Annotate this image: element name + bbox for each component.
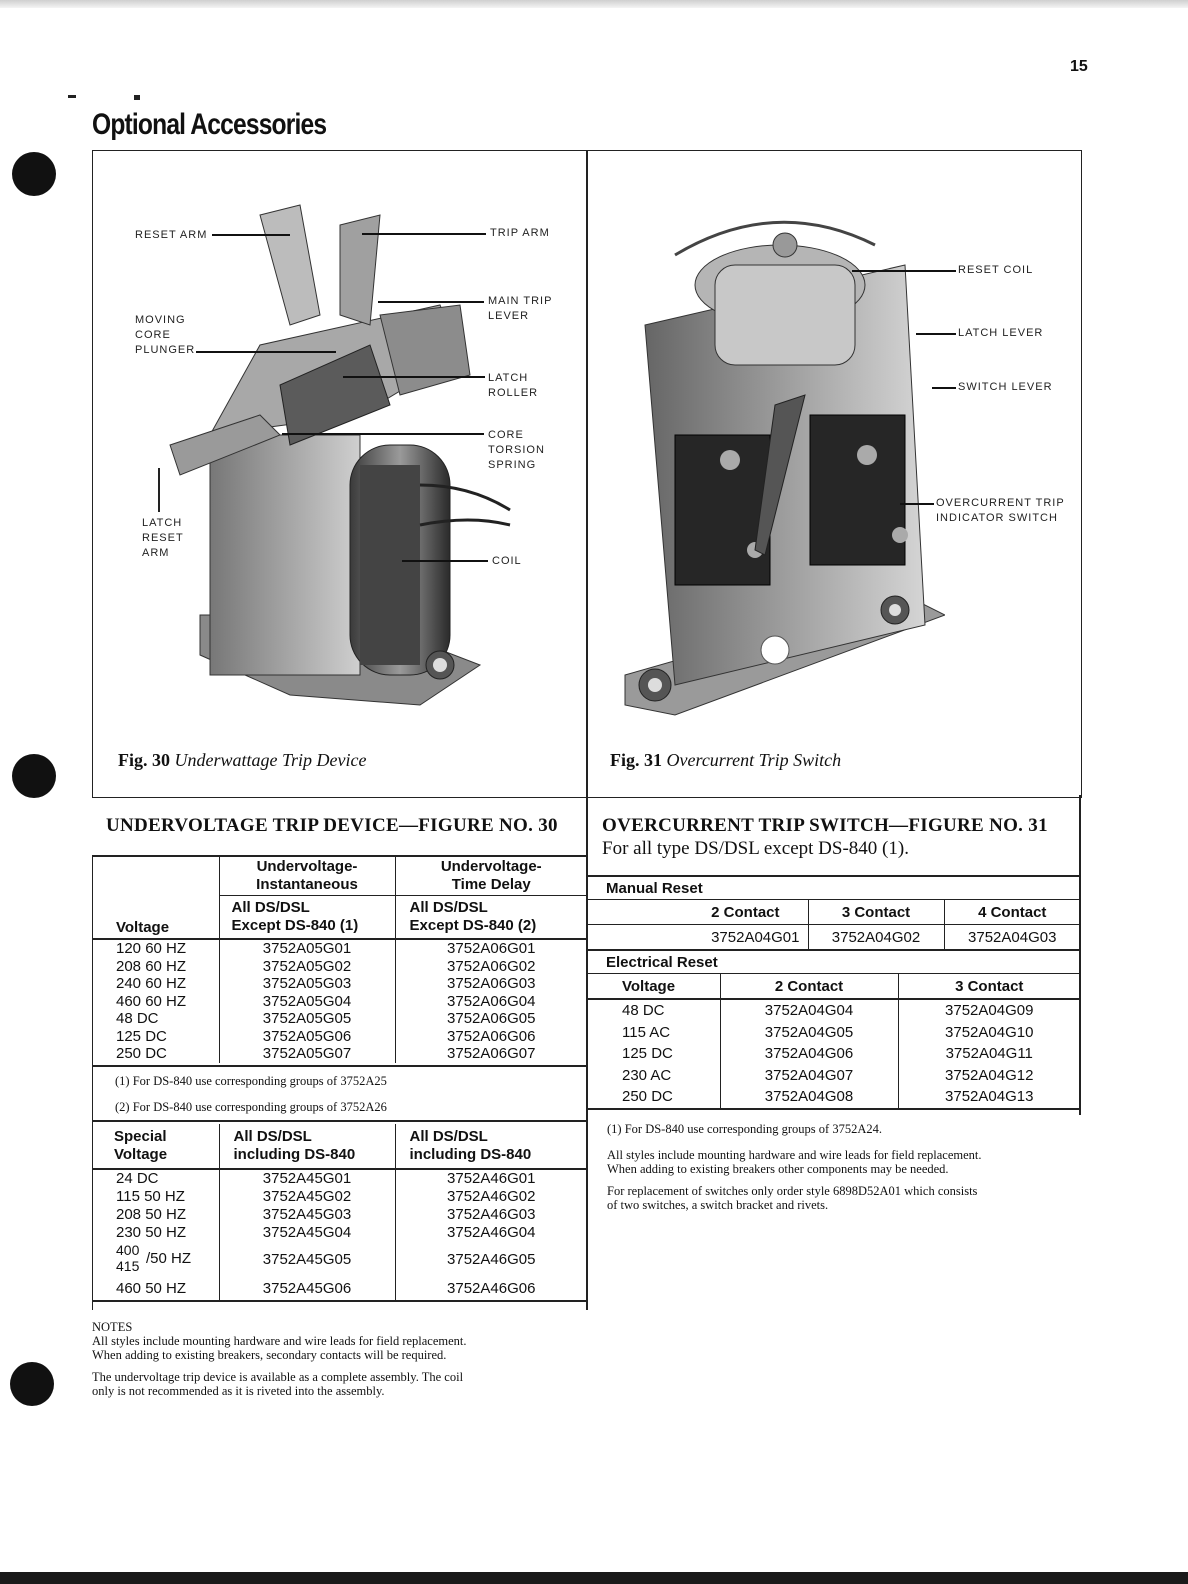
col-special-voltage: Special Voltage bbox=[92, 1124, 219, 1169]
table-cell: 3752A05G01 bbox=[219, 939, 395, 958]
table-cell: 250 DC bbox=[92, 1045, 219, 1063]
table-cell: 460 60 HZ bbox=[92, 993, 219, 1011]
table-cell: 240 60 HZ bbox=[92, 975, 219, 993]
table-cell: 3752A04G01 bbox=[588, 925, 808, 951]
label-reset-arm: RESET ARM bbox=[135, 229, 208, 241]
table-cell: 3752A04G07 bbox=[720, 1065, 898, 1087]
table-cell: 3752A06G05 bbox=[447, 1010, 536, 1027]
table-row bbox=[588, 925, 1080, 951]
table-cell: 48 DC bbox=[92, 1010, 219, 1028]
table-cell: 115 50 HZ bbox=[92, 1188, 219, 1206]
leader-line bbox=[378, 301, 484, 303]
scan-speck bbox=[68, 95, 76, 98]
table-cell: 208 60 HZ bbox=[92, 958, 219, 976]
table-cell: 3752A04G13 bbox=[945, 1088, 1034, 1105]
binder-hole bbox=[10, 1362, 54, 1406]
leader-line bbox=[900, 503, 934, 505]
col-3-contact: 3 Contact bbox=[808, 900, 944, 925]
fig31-caption: Fig. 31 Overcurrent Trip Switch bbox=[610, 750, 842, 770]
uv-notes: NOTES All styles include mounting hardware and wire leads for field replacement. When adding to existing breakers, secondary contacts will be required. The undervoltage trip device is available as a complete assembly. The coil only is not recommended as it is riveted into the assembly. bbox=[92, 1320, 467, 1398]
table-row bbox=[588, 999, 1080, 1022]
leader-line bbox=[196, 351, 336, 353]
table-cell: 3752A04G03 bbox=[968, 928, 1057, 946]
table-cell: 3752A04G02 bbox=[808, 925, 944, 951]
label-switch-lever: SWITCH LEVER bbox=[958, 381, 1053, 393]
electrical-reset-label: Electrical Reset bbox=[606, 953, 718, 971]
divider bbox=[92, 1120, 587, 1122]
table-cell: 125 DC bbox=[92, 1028, 219, 1046]
table-cell: 3752A06G07 bbox=[447, 1045, 536, 1062]
col-2-contact: 2 Contact bbox=[588, 900, 808, 925]
table-cell: 3752A45G05 bbox=[219, 1242, 395, 1276]
label-trip-arm: TRIP ARM bbox=[490, 227, 550, 239]
table-cell: 3752A05G02 bbox=[219, 958, 395, 976]
table-row bbox=[92, 993, 587, 1011]
special-voltage-table bbox=[92, 1124, 587, 1302]
table-cell: 3752A46G05 bbox=[447, 1250, 536, 1268]
table-cell: 3752A04G10 bbox=[945, 1023, 1034, 1041]
table-cell: 3752A04G04 bbox=[720, 999, 898, 1022]
table-cell: 3752A46G04 bbox=[447, 1224, 536, 1241]
leader-line bbox=[932, 387, 956, 389]
table-row bbox=[92, 1224, 587, 1242]
table-cell: 3752A05G03 bbox=[219, 975, 395, 993]
table-row bbox=[92, 1028, 587, 1046]
table-row bbox=[92, 939, 587, 958]
table-cell: 115 AC bbox=[588, 1022, 720, 1044]
label-latch-reset-arm: LATCH RESET ARM bbox=[142, 517, 184, 559]
table-row bbox=[92, 975, 587, 993]
manual-reset-table bbox=[588, 875, 1080, 951]
subcol-inst: All DS/DSL Except DS-840 (1) bbox=[219, 896, 395, 940]
leader-line bbox=[362, 233, 486, 235]
uv-footnote-1: (1) For DS-840 use corresponding groups of 3752A25 bbox=[115, 1074, 387, 1088]
table-row bbox=[92, 1276, 587, 1301]
table-cell: 48 DC bbox=[588, 999, 720, 1022]
manual-reset-label: Manual Reset bbox=[606, 879, 703, 897]
uv-footnote-2: (2) For DS-840 use corresponding groups of 3752A26 bbox=[115, 1100, 387, 1114]
table-cell: 208 50 HZ bbox=[92, 1206, 219, 1224]
table-cell: 3752A45G06 bbox=[219, 1276, 395, 1301]
oc-notes: All styles include mounting hardware and wire leads for field replacement. When adding to existing breakers other components may be needed. For replacement of switches only order style 6898D52A01 which consists of two switches, a switch bracket and rivets. bbox=[607, 1148, 982, 1212]
oc-footnote: (1) For DS-840 use corresponding groups of 3752A24. bbox=[607, 1122, 882, 1136]
table-cell: 24 DC bbox=[92, 1169, 219, 1188]
col-3-contact: 3 Contact bbox=[955, 977, 1024, 995]
electrical-reset-table bbox=[588, 951, 1080, 1110]
table-cell: 3752A45G02 bbox=[219, 1188, 395, 1206]
table-row bbox=[92, 1188, 587, 1206]
table-row bbox=[92, 958, 587, 976]
col-2-contact: 2 Contact bbox=[720, 974, 898, 1000]
undervoltage-heading: UNDERVOLTAGE TRIP DEVICE—FIGURE NO. 30 bbox=[106, 815, 558, 836]
leader-line bbox=[852, 270, 956, 272]
scan-bottom-edge bbox=[0, 1572, 1188, 1584]
label-overcurrent-trip-indicator-switch: OVERCURRENT TRIP INDICATOR SWITCH bbox=[936, 497, 1065, 524]
table-row bbox=[588, 1043, 1080, 1065]
table-cell: 3752A46G03 bbox=[447, 1206, 536, 1223]
table-cell: 3752A06G01 bbox=[447, 940, 536, 957]
label-main-trip-lever: MAIN TRIP LEVER bbox=[488, 295, 553, 322]
overcurrent-trip-switch-illustration bbox=[605, 205, 945, 725]
table-cell: 3752A46G06 bbox=[447, 1279, 536, 1297]
table-cell: 3752A05G04 bbox=[219, 993, 395, 1011]
table-cell: 3752A05G06 bbox=[219, 1028, 395, 1046]
cell-voltage-400-415: 400 415 /50 HZ bbox=[92, 1242, 219, 1276]
label-latch-roller: LATCH ROLLER bbox=[488, 372, 539, 399]
leader-line bbox=[402, 560, 488, 562]
table-row bbox=[588, 1022, 1080, 1044]
col-all-ds-dsl-td: All DS/DSL including DS-840 bbox=[409, 1128, 532, 1163]
scan-speck bbox=[134, 95, 140, 100]
table-cell: 230 50 HZ bbox=[92, 1224, 219, 1242]
table-cell: 3752A06G03 bbox=[447, 975, 536, 992]
table-row bbox=[92, 1206, 587, 1224]
table-cell: 3752A04G08 bbox=[720, 1086, 898, 1109]
overcurrent-subheading: For all type DS/DSL except DS-840 (1). bbox=[602, 838, 909, 859]
leader-line bbox=[212, 234, 290, 236]
table-cell: 250 DC bbox=[588, 1086, 720, 1109]
table-cell: 460 50 HZ bbox=[92, 1276, 219, 1301]
table-cell: 3752A04G12 bbox=[945, 1066, 1034, 1084]
fig30-caption: Fig. 30 Underwattage Trip Device bbox=[118, 750, 367, 770]
table-cell: 3752A06G02 bbox=[447, 957, 536, 975]
table-row bbox=[588, 1086, 1080, 1109]
table-row bbox=[92, 1242, 587, 1276]
leader-line bbox=[282, 433, 484, 435]
table-cell: 3752A06G04 bbox=[447, 992, 536, 1010]
table-cell: 3752A46G01 bbox=[447, 1170, 536, 1187]
table-cell: 125 DC bbox=[588, 1043, 720, 1065]
binder-hole bbox=[12, 152, 56, 196]
col-4-contact: 4 Contact bbox=[978, 903, 1047, 921]
col-all-ds-dsl-inst: All DS/DSL including DS-840 bbox=[219, 1124, 395, 1169]
label-moving-core-plunger: MOVING CORE PLUNGER bbox=[135, 314, 196, 356]
table-row bbox=[92, 1045, 587, 1063]
table-cell: 120 60 HZ bbox=[92, 939, 219, 958]
table-cell: 3752A45G04 bbox=[219, 1224, 395, 1242]
label-latch-lever: LATCH LEVER bbox=[958, 327, 1044, 339]
page-number: 15 bbox=[1070, 58, 1088, 75]
col-voltage: Voltage bbox=[92, 856, 219, 939]
col-undervoltage-instantaneous: Undervoltage- Instantaneous bbox=[219, 856, 395, 896]
leader-line bbox=[343, 376, 485, 378]
table-cell: 3752A06G06 bbox=[447, 1027, 536, 1045]
table-row bbox=[92, 1169, 587, 1188]
label-coil: COIL bbox=[492, 555, 522, 567]
table-cell: 3752A04G05 bbox=[720, 1022, 898, 1044]
label-reset-coil: RESET COIL bbox=[958, 264, 1034, 276]
scan-top-edge bbox=[0, 0, 1188, 8]
table-cell: 3752A46G02 bbox=[447, 1188, 536, 1205]
underwattage-trip-device-illustration bbox=[140, 195, 520, 715]
table-cell: 3752A04G06 bbox=[720, 1043, 898, 1065]
leader-line bbox=[916, 333, 956, 335]
table-row bbox=[92, 1010, 587, 1028]
table-cell: 3752A04G09 bbox=[945, 1002, 1034, 1019]
divider bbox=[92, 1065, 587, 1067]
undervoltage-table bbox=[92, 855, 587, 1063]
table-cell: 3752A45G03 bbox=[219, 1206, 395, 1224]
leader-line bbox=[158, 468, 160, 512]
col-voltage: Voltage bbox=[588, 974, 720, 1000]
table-cell: 3752A05G05 bbox=[219, 1010, 395, 1028]
table-cell: 3752A04G11 bbox=[945, 1045, 1033, 1062]
page-title: Optional Accessories bbox=[92, 108, 327, 141]
table-cell: 3752A45G01 bbox=[219, 1169, 395, 1188]
overcurrent-heading: OVERCURRENT TRIP SWITCH—FIGURE NO. 31 bbox=[602, 815, 1048, 836]
col-undervoltage-time-delay: Undervoltage- Time Delay bbox=[395, 856, 587, 896]
binder-hole bbox=[12, 754, 56, 798]
table-row bbox=[588, 1065, 1080, 1087]
table-cell: 3752A05G07 bbox=[219, 1045, 395, 1063]
label-core-torsion-spring: CORE TORSION SPRING bbox=[488, 429, 545, 471]
table-cell: 230 AC bbox=[588, 1065, 720, 1087]
subcol-td: All DS/DSL Except DS-840 (2) bbox=[409, 899, 537, 934]
